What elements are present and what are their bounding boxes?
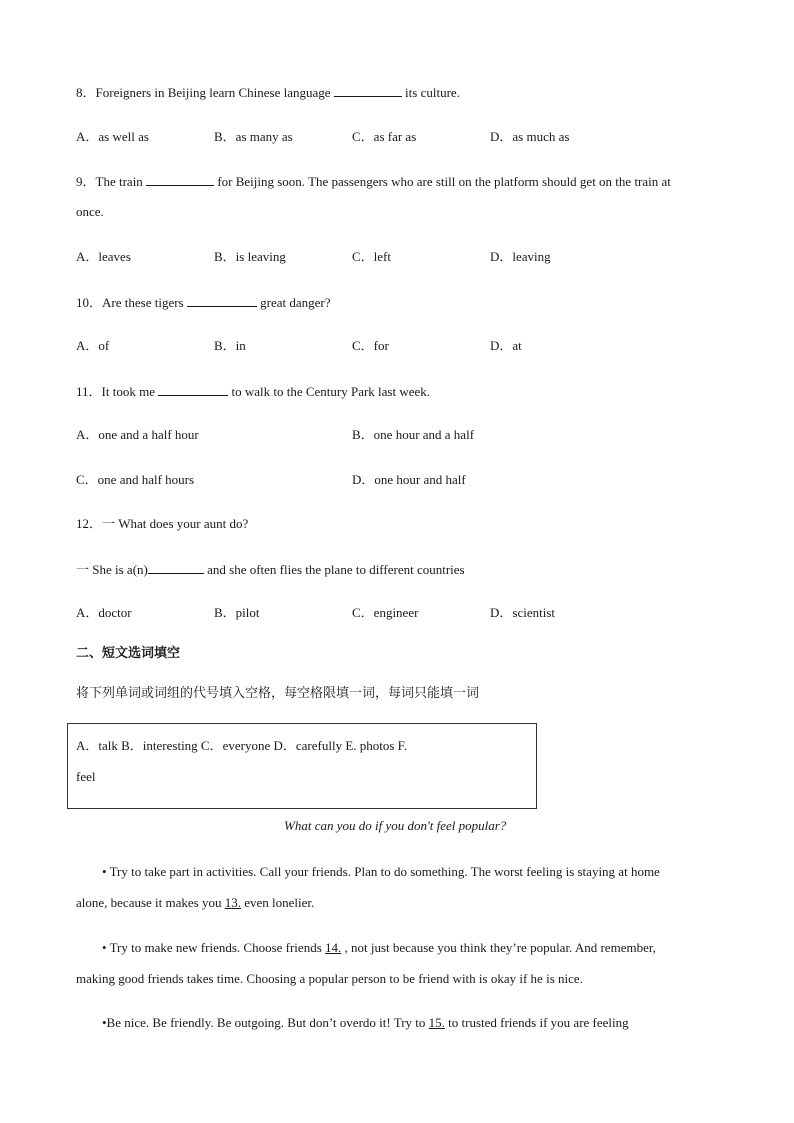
- option-b: B．one hour and a half: [352, 427, 475, 442]
- option-d: D．scientist: [490, 605, 555, 620]
- word-bank-line: A．talk B．interesting C．everyone D．carefully E. photos F.: [76, 738, 408, 753]
- answer-blank: [187, 294, 257, 307]
- question-number: 9．: [76, 174, 96, 189]
- word-bank-line: feel: [76, 769, 96, 784]
- passage-title: What can you do if you don't feel popular?: [284, 818, 507, 833]
- paragraph-1-line2: alone, because it makes you 13. even lonelier.: [76, 895, 315, 910]
- question-text: to walk to the Century Park last week.: [228, 384, 431, 399]
- option-b: B．as many as: [214, 129, 293, 144]
- option-a: A．as well as: [76, 129, 149, 144]
- question-12-stem: [76, 516, 248, 532]
- option-d: D．leaving: [490, 249, 551, 264]
- option-d: D．as much as: [490, 129, 570, 144]
- option-d: D．at: [490, 338, 522, 353]
- numbered-blank-13: 13.: [224, 895, 241, 910]
- option-a: A．of: [76, 338, 110, 353]
- question-text: Are these tigers: [102, 295, 187, 310]
- question-11-stem: [76, 383, 430, 400]
- numbered-blank-14: 14.: [325, 940, 342, 955]
- answer-blank: [158, 383, 228, 396]
- section-title: 二、短文选词填空: [76, 646, 181, 661]
- answer-blank: [334, 84, 402, 97]
- option-a: A．doctor: [76, 605, 132, 620]
- question-number: 11．: [76, 384, 102, 399]
- answer-blank: [146, 173, 214, 186]
- word-bank-box: [67, 723, 537, 809]
- question-8-stem: [76, 84, 460, 101]
- option-c: C．one and half hours: [76, 472, 195, 487]
- question-number: 10．: [76, 295, 103, 310]
- question-text: Foreigners in Beijing learn Chinese language: [95, 85, 334, 100]
- paragraph-3-line1: •Be nice. Be friendly. Be outgoing. But don’t overdo it! Try to 15. to trusted friends if you are feeling: [102, 1015, 629, 1030]
- paragraph-2-line1: • Try to make new friends. Choose friends 14. , not just because you think they’re popular. And remember,: [102, 940, 656, 955]
- question-9-stem-line2: once.: [76, 204, 104, 219]
- option-b: B．is leaving: [214, 249, 286, 264]
- question-text: and she often flies the plane to different countries: [203, 562, 465, 577]
- section-instruction: 将下列单词或词组的代号填入空格，每空格限填一词，每词只能填一词: [76, 686, 480, 701]
- paragraph-2-line2: making good friends takes time. Choosing a popular person to be friend with is okay if he is nice.: [76, 971, 583, 986]
- question-10-stem: [76, 294, 330, 311]
- question-text: The train: [95, 174, 147, 189]
- question-text: 一 She is a(n): [76, 562, 148, 577]
- option-b: B．in: [214, 338, 246, 353]
- question-9-stem: [76, 173, 671, 190]
- question-number: 8．: [76, 85, 96, 100]
- numbered-blank-15: 15.: [428, 1015, 445, 1030]
- question-text: for Beijing soon. The passengers who are still on the platform should get on the train at: [214, 174, 671, 189]
- option-c: C．engineer: [352, 605, 419, 620]
- option-c: C．left: [352, 249, 391, 264]
- option-c: C．for: [352, 338, 389, 353]
- question-12-stem-line2: [76, 561, 465, 578]
- question-text: great danger?: [256, 295, 331, 310]
- question-text: 一 What does your aunt do?: [102, 516, 249, 531]
- question-text: its culture.: [401, 85, 460, 100]
- question-text: It took me: [101, 384, 159, 399]
- option-d: D．one hour and half: [352, 472, 466, 487]
- question-number: 12．: [76, 516, 103, 531]
- answer-blank: [148, 561, 204, 574]
- option-a: A．leaves: [76, 249, 131, 264]
- option-b: B．pilot: [214, 605, 260, 620]
- option-a: A．one and a half hour: [76, 427, 199, 442]
- option-c: C．as far as: [352, 129, 417, 144]
- paragraph-1-line1: • Try to take part in activities. Call your friends. Plan to do something. The worst feeling is staying at home: [102, 864, 660, 879]
